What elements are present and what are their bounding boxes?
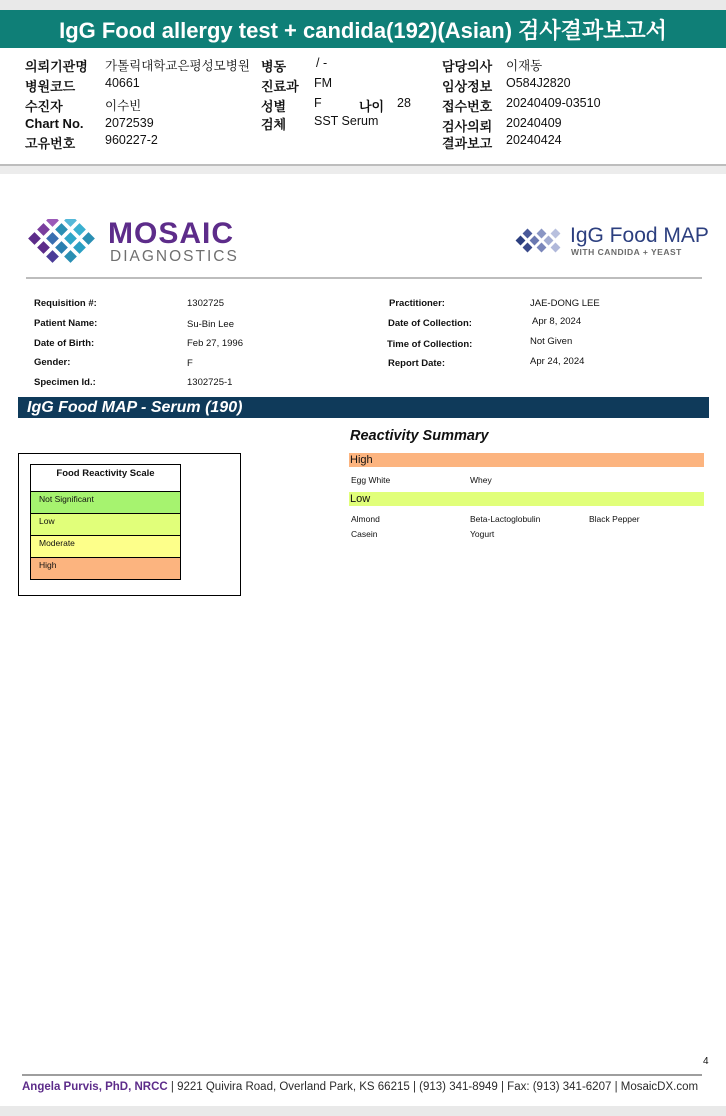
- food-item: Whey: [470, 475, 492, 485]
- patient-value: Apr 24, 2024: [530, 356, 585, 367]
- igg-food-map-logo-icon: [514, 226, 566, 256]
- page-number: 4: [703, 1056, 709, 1067]
- section-title-bar: IgG Food MAP - Serum (190): [18, 397, 709, 418]
- header-label: 수진자: [25, 99, 63, 114]
- patient-label: Date of Collection:: [388, 318, 472, 329]
- patient-label: Report Date:: [388, 358, 446, 369]
- patient-value: Not Given: [530, 336, 573, 347]
- scale-row-high: High: [30, 558, 181, 580]
- patient-value: F: [187, 358, 193, 369]
- header-value: O584J2820: [506, 76, 571, 90]
- header-label: 성별: [261, 99, 287, 114]
- header-value: FM: [314, 76, 333, 90]
- food-item: Beta-Lactoglobulin: [470, 514, 541, 524]
- header-label: 진료과: [261, 79, 299, 94]
- age-label: 나이: [359, 99, 385, 114]
- food-item: Almond: [351, 514, 380, 524]
- top-frame: [0, 0, 726, 10]
- header-label: 고유번호: [25, 136, 76, 151]
- patient-value: Feb 27, 1996: [187, 338, 243, 349]
- header-label: 임상정보: [442, 79, 493, 94]
- header-value: 960227-2: [105, 133, 158, 147]
- header-label: 의뢰기관명: [25, 59, 88, 74]
- header-value: 2072539: [105, 116, 154, 130]
- footer: [22, 1081, 698, 1093]
- age-value: 28: [397, 96, 411, 110]
- scale-row-not-significant: Not Significant: [30, 492, 181, 514]
- header-label: 검체: [261, 117, 287, 132]
- mosaic-subtitle: DIAGNOSTICS: [110, 248, 239, 265]
- scale-title: Food Reactivity Scale: [30, 464, 181, 492]
- header-value: SST Serum: [314, 114, 379, 128]
- patient-value: JAE-DONG LEE: [530, 298, 600, 309]
- header-label: 병원코드: [25, 79, 76, 94]
- report-title: IgG Food allergy test + candida(192)(Asian) 검사결과보고서: [0, 10, 726, 48]
- header-value: 이수빈: [105, 99, 142, 113]
- footer-director: Angela Purvis, PhD, NRCC: [22, 1081, 168, 1093]
- header-value: 40661: [105, 76, 140, 90]
- food-item: Egg White: [351, 475, 391, 485]
- header-value: F: [314, 96, 322, 110]
- scale-row-low: Low: [30, 514, 181, 536]
- reactivity-summary-title: Reactivity Summary: [350, 428, 489, 444]
- header-label: 담당의사: [442, 59, 493, 74]
- food-item: Yogurt: [470, 529, 495, 539]
- igg-food-map-subtitle: WITH CANDIDA + YEAST: [571, 247, 682, 257]
- header-value: / -: [316, 56, 328, 70]
- low-band: Low: [349, 492, 704, 506]
- header-label: 접수번호: [442, 99, 493, 114]
- patient-value: 1302725: [187, 298, 224, 309]
- food-item: Black Pepper: [589, 514, 640, 524]
- header-value: 20240424: [506, 133, 562, 147]
- food-item: Casein: [351, 529, 378, 539]
- header-label: 검사의뢰: [442, 119, 493, 134]
- patient-label: Time of Collection:: [387, 339, 473, 350]
- patient-label: Specimen Id.:: [34, 377, 96, 388]
- header-value: 20240409-03510: [506, 96, 601, 110]
- bottom-frame: [0, 1106, 726, 1116]
- footer-divider: [22, 1074, 702, 1076]
- patient-value: Su-Bin Lee: [187, 319, 235, 330]
- patient-label: Gender:: [34, 357, 71, 368]
- patient-label: Date of Birth:: [34, 338, 95, 349]
- patient-label: Practitioner:: [389, 298, 445, 309]
- patient-value: Apr 8, 2024: [532, 316, 582, 327]
- patient-label: Patient Name:: [34, 318, 98, 329]
- header-label: 병동: [261, 59, 287, 74]
- header-value: 이재동: [506, 59, 543, 73]
- header-value: 가톨릭대학교은평성모병원: [105, 59, 250, 73]
- header-label: Chart No.: [25, 116, 84, 131]
- igg-food-map-wordmark: IgG Food MAP: [570, 224, 709, 247]
- patient-value: 1302725-1: [187, 377, 233, 388]
- scale-row-moderate: Moderate: [30, 536, 181, 558]
- mosaic-wordmark: MOSAIC: [108, 217, 234, 250]
- footer-address: | 9221 Quivira Road, Overland Park, KS 66215 | (913) 341-8949 | Fax: (913) 341-6207 | MosaicDX.com: [167, 1081, 699, 1093]
- page-gap: [0, 166, 726, 174]
- header-label: 결과보고: [442, 136, 493, 151]
- patient-label: Requisition #:: [34, 298, 97, 309]
- mosaic-logo-icon: [26, 219, 102, 263]
- high-band: High: [349, 453, 704, 467]
- header-value: 20240409: [506, 116, 562, 130]
- reactivity-scale: [30, 464, 181, 580]
- logo-divider: [26, 277, 702, 279]
